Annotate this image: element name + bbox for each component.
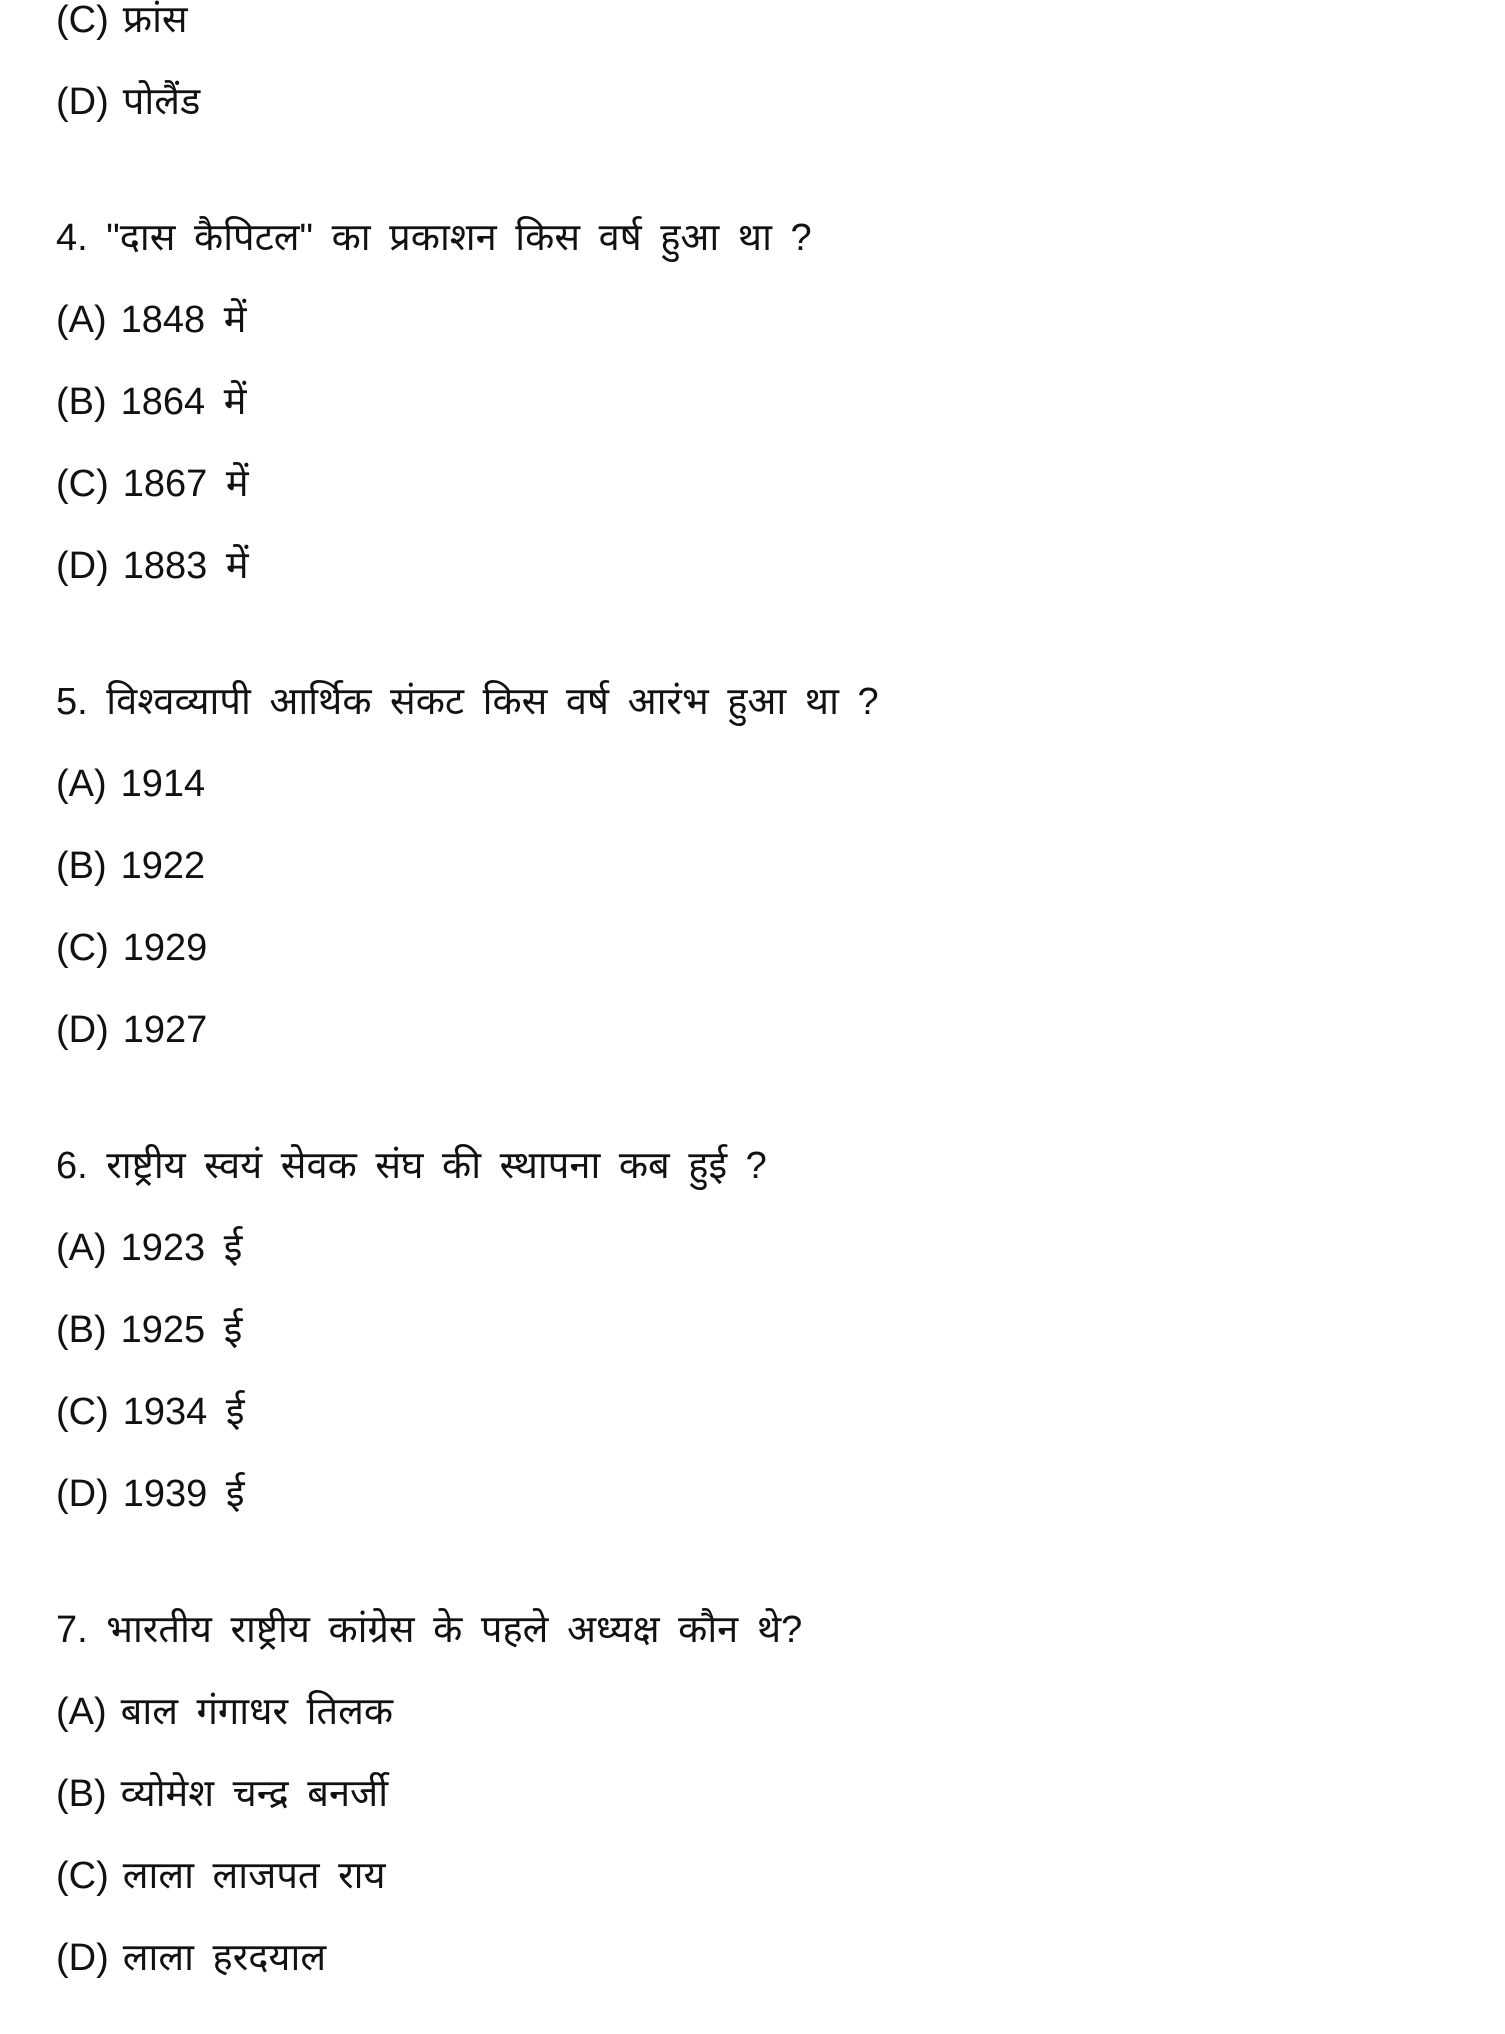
option-item	[56, 907, 1505, 989]
option-text: 1848 में	[120, 299, 247, 341]
question-text: 7. भारतीय राष्ट्रीय कांग्रेस के पहले अध्यक्ष कौन थे?	[56, 1609, 803, 1651]
option-item	[56, 279, 1505, 361]
option-item	[56, 525, 1505, 607]
question-text: 5. विश्वव्यापी आर्थिक संकट किस वर्ष आरंभ हुआ था ?	[56, 681, 879, 723]
option-item	[56, 1289, 1505, 1371]
question-block	[56, 0, 1505, 143]
option-item	[56, 0, 1505, 61]
option-item	[56, 1917, 1505, 1999]
option-item	[56, 1835, 1505, 1917]
question-block	[56, 197, 1505, 607]
option-label: (D)	[56, 1009, 109, 1051]
question-document	[56, 0, 1505, 1999]
option-text: व्योमेश चन्द्र बनर्जी	[120, 1773, 389, 1815]
option-text: 1922	[120, 845, 206, 887]
option-label: (B)	[56, 381, 107, 423]
option-text: फ्रांस	[122, 0, 188, 41]
option-item	[56, 1753, 1505, 1835]
option-label: (D)	[56, 1937, 109, 1979]
option-label: (B)	[56, 845, 107, 887]
option-label: (A)	[56, 1227, 107, 1269]
option-text: लाला हरदयाल	[122, 1937, 327, 1979]
option-label: (C)	[56, 1855, 109, 1897]
option-label: (D)	[56, 81, 109, 123]
option-text: 1929	[122, 927, 208, 969]
option-text: 1927	[122, 1009, 208, 1051]
option-text: लाला लाजपत राय	[122, 1855, 386, 1897]
option-label: (C)	[56, 1391, 109, 1433]
option-text: 1923 ई	[120, 1227, 243, 1269]
option-text: 1939 ई	[122, 1473, 245, 1515]
option-label: (C)	[56, 0, 109, 41]
option-label: (C)	[56, 463, 109, 505]
option-label: (A)	[56, 1691, 107, 1733]
question-block	[56, 1589, 1505, 1999]
option-text: पोलैंड	[122, 81, 201, 123]
option-item	[56, 61, 1505, 143]
option-text: बाल गंगाधर तिलक	[120, 1691, 394, 1733]
question-text: 4. "दास कैपिटल" का प्रकाशन किस वर्ष हुआ था ?	[56, 217, 812, 259]
question-block	[56, 661, 1505, 1071]
option-text: 1883 में	[122, 545, 249, 587]
option-item	[56, 1207, 1505, 1289]
option-item	[56, 743, 1505, 825]
option-item	[56, 1371, 1505, 1453]
option-text: 1934 ई	[122, 1391, 245, 1433]
option-item	[56, 1671, 1505, 1753]
option-label: (C)	[56, 927, 109, 969]
question-text: 6. राष्ट्रीय स्वयं सेवक संघ की स्थापना कब हुई ?	[56, 1145, 767, 1187]
option-item	[56, 1453, 1505, 1535]
option-item	[56, 361, 1505, 443]
option-text: 1914	[120, 763, 206, 805]
option-text: 1925 ई	[120, 1309, 243, 1351]
option-item	[56, 443, 1505, 525]
option-label: (D)	[56, 545, 109, 587]
option-text: 1867 में	[122, 463, 249, 505]
option-label: (D)	[56, 1473, 109, 1515]
option-label: (B)	[56, 1773, 107, 1815]
option-label: (A)	[56, 763, 107, 805]
question-block	[56, 1125, 1505, 1535]
option-item	[56, 989, 1505, 1071]
option-label: (B)	[56, 1309, 107, 1351]
option-text: 1864 में	[120, 381, 247, 423]
option-item	[56, 825, 1505, 907]
option-label: (A)	[56, 299, 107, 341]
